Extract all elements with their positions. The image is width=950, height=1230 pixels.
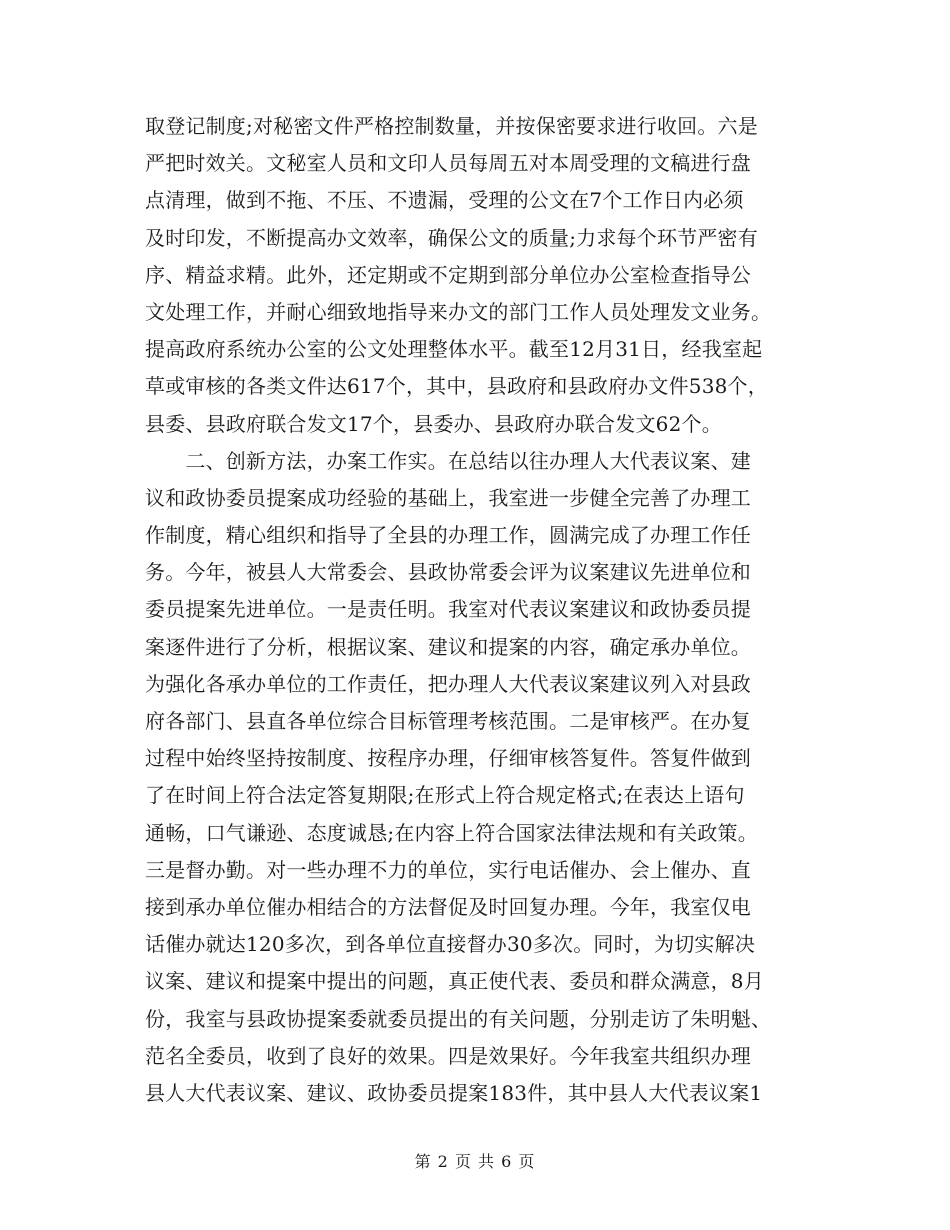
text-line: 为强化各承办单位的工作责任，把办理人大代表议案建议列入对县政 — [145, 671, 751, 696]
text-line: 议和政协委员提案成功经验的基础上，我室进一步健全完善了办理工 — [145, 485, 751, 510]
text-line: 份，我室与县政协提案委就委员提出的有关问题，分别走访了朱明魁、 — [145, 1006, 772, 1031]
text-line: 序、精益求精。此外，还定期或不定期到部分单位办公室检查指导公 — [145, 262, 751, 287]
text-line: 县委、县政府联合发文17个，县委办、县政府办联合发文62个。 — [145, 411, 722, 436]
text-line: 提高政府系统办公室的公文处理整体水平。截至12月31日，经我室起 — [145, 337, 763, 362]
page-number-footer: 第 2 页 共 6 页 — [414, 1152, 536, 1171]
text-line: 二、创新方法，办案工作实。在总结以往办理人大代表议案、建 — [145, 448, 751, 473]
text-line: 通畅，口气谦逊、态度诚恳;在内容上符合国家法律法规和有关政策。 — [145, 820, 758, 845]
text-line: 县人大代表议案、建议、政协委员提案183件，其中县人大代表议案1 — [145, 1080, 763, 1105]
text-line: 委员提案先进单位。一是责任明。我室对代表议案建议和政协委员提 — [145, 597, 751, 622]
text-line: 过程中始终坚持按制度、按程序办理，仔细审核答复件。答复件做到 — [145, 746, 751, 771]
text-line: 及时印发，不断提高办文效率，确保公文的质量;力求每个环节严密有 — [145, 225, 758, 250]
text-line: 三是督办勤。对一些办理不力的单位，实行电话催办、会上催办、直 — [145, 857, 751, 882]
body-text — [145, 108, 810, 1112]
text-line: 接到承办单位催办相结合的方法督促及时回复办理。今年，我室仅电 — [145, 894, 751, 919]
text-line: 文处理工作，并耐心细致地指导来办文的部门工作人员处理发文业务。 — [145, 299, 772, 324]
text-line: 府各部门、县直各单位综合目标管理考核范围。二是审核严。在办复 — [145, 709, 751, 733]
text-line: 草或审核的各类文件达617个，其中，县政府和县政府办文件538个， — [145, 374, 768, 399]
text-line: 严把时效关。文秘室人员和文印人员每周五对本周受理的文稿进行盘 — [145, 151, 751, 176]
text-line: 点清理，做到不拖、不压、不遗漏，受理的公文在7个工作日内必须 — [145, 188, 744, 213]
text-line: 了在时间上符合法定答复期限;在形式上符合规定格式;在表达上语句 — [145, 783, 745, 808]
text-line: 议案、建议和提案中提出的问题，真正使代表、委员和群众满意，8月 — [145, 969, 764, 994]
text-line: 话催办就达120多次，到各单位直接督办30多次。同时，为切实解决 — [145, 932, 756, 957]
text-line: 作制度，精心组织和指导了全县的办理工作，圆满完成了办理工作任 — [145, 523, 751, 548]
text-line: 取登记制度;对秘密文件严格控制数量，并按保密要求进行收回。六是 — [145, 114, 758, 138]
text-line: 范名全委员，收到了良好的效果。四是效果好。今年我室共组织办理 — [145, 1043, 751, 1068]
text-line: 务。今年，被县人大常委会、县政协常委会评为议案建议先进单位和 — [145, 560, 751, 585]
text-line: 案逐件进行了分析，根据议案、建议和提案的内容，确定承办单位。 — [145, 634, 751, 659]
